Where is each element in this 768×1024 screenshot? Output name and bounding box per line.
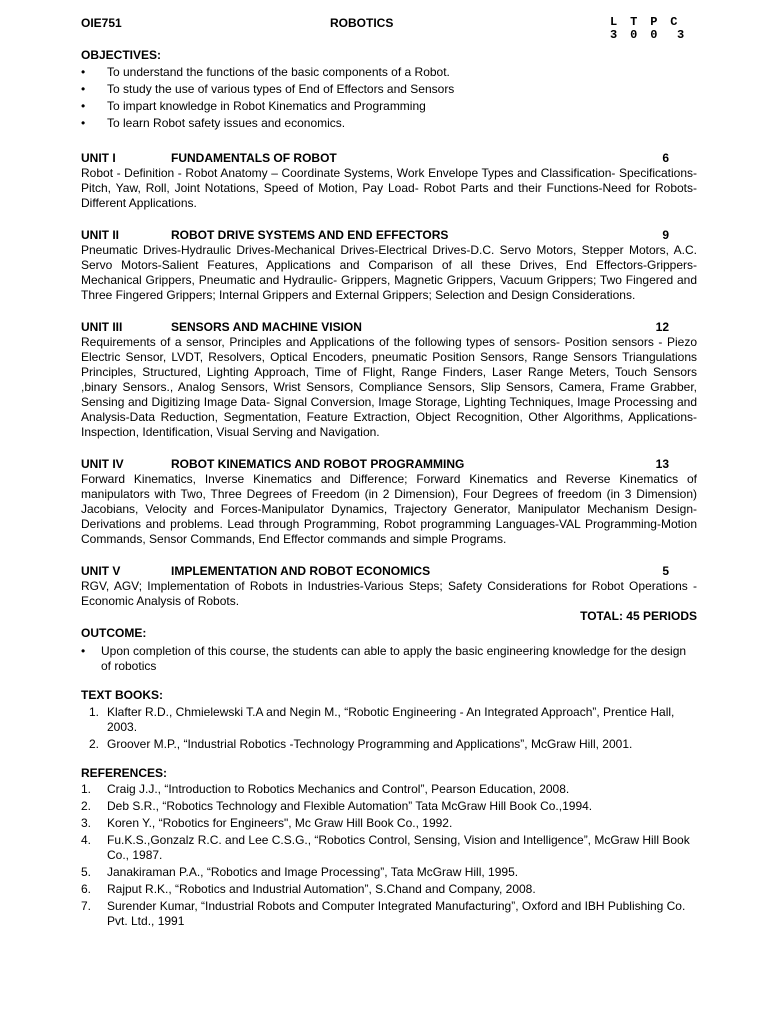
unit-number: UNIT V: [81, 564, 121, 578]
total-periods: TOTAL: 45 PERIODS: [580, 609, 697, 623]
objective-item: [81, 82, 697, 97]
outcome-text: Upon completion of this course, the students can able to apply the basic engineering knowledge for the design of robotics: [101, 644, 687, 673]
unit-heading: [81, 228, 697, 243]
textbooks-title: TEXT BOOKS:: [81, 688, 164, 702]
reference-item: [81, 865, 697, 880]
unit-name: ROBOT DRIVE SYSTEMS AND END EFFECTORS: [171, 228, 449, 242]
reference-item: [81, 899, 697, 929]
unit-number: UNIT III: [81, 320, 123, 334]
bullet-icon: •: [81, 644, 86, 658]
reference-text: Fu.K.S.,Gonzalz R.C. and Lee C.S.G., “Robotics Control, Sensing, Vision and Intelligence”, McGraw Hill Book Co., 1987.: [107, 833, 690, 862]
objective-text: To study the use of various types of End of Effectors and Sensors: [107, 82, 455, 96]
unit-heading: [81, 320, 697, 335]
objective-item: [81, 65, 697, 80]
reference-item: [81, 816, 697, 831]
unit-name: IMPLEMENTATION AND ROBOT ECONOMICS: [171, 564, 431, 578]
reference-item: [81, 799, 697, 814]
unit-number: UNIT II: [81, 228, 119, 242]
outcome-title: OUTCOME:: [81, 626, 147, 640]
unit-hours: 6: [662, 151, 669, 165]
references-title: REFERENCES:: [81, 766, 168, 780]
unit-name: FUNDAMENTALS OF ROBOT: [171, 151, 337, 165]
bullet-icon: •: [81, 116, 86, 130]
textbooks-list: [81, 705, 697, 752]
item-number: 3.: [81, 816, 92, 830]
reference-text: Janakiraman P.A., “Robotics and Image Processing”, Tata McGraw Hill, 1995.: [107, 865, 519, 879]
ltpc-values: 3 0 0 3: [610, 28, 684, 42]
reference-text: Koren Y., “Robotics for Engineers", Mc Graw Hill Book Co., 1992.: [107, 816, 453, 830]
unit-heading: [81, 151, 697, 166]
unit-number: UNIT I: [81, 151, 116, 165]
item-number: 1.: [81, 782, 92, 796]
bullet-icon: •: [81, 99, 86, 113]
item-number: 1.: [89, 705, 100, 719]
bullet-icon: •: [81, 82, 86, 96]
textbook-item: [81, 737, 697, 752]
reference-text: Rajput R.K., “Robotics and Industrial Automation”, S.Chand and Company, 2008.: [107, 882, 536, 896]
item-number: 4.: [81, 833, 92, 847]
textbook-text: Klafter R.D., Chmielewski T.A and Negin M., “Robotic Engineering - An Integrated Approach”, Prentice Hall, 2003.: [107, 705, 675, 734]
textbook-item: [81, 705, 697, 735]
unit-section: [81, 320, 697, 440]
objectives-title: OBJECTIVES:: [81, 48, 162, 62]
unit-section: [81, 151, 697, 211]
unit-section: [81, 457, 697, 547]
unit-section: [81, 564, 697, 609]
unit-hours: 12: [655, 320, 669, 334]
unit-name: ROBOT KINEMATICS AND ROBOT PROGRAMMING: [171, 457, 465, 471]
unit-body: Requirements of a sensor, Principles and Applications of the following types of sensors- Position sensors - Piezo Electric Sensor, LVDT, Resolvers, Optical Encoders, pneumatic Position Sensors, Range Sensors Triangulations Principles, Structured, Lighting Approach, Time of Flight, Range Finders, Laser Range Meters, Touch Sensors ,binary Sensors., Analog Sensors, Wrist Sensors, Compliance Sensors, Slip Sensors, Camera, Frame Grabber, Sensing and Digitizing Image Data- Signal Conversion, Image Storage, Lighting Techniques, Image Processing and Analysis-Data Reduction, Segmentation, Feature Extraction, Object Recognition, Other Algorithms, Applications- Inspection, Identification, Visual Serving and Navigation.: [81, 335, 697, 439]
item-number: 7.: [81, 899, 92, 913]
objective-item: [81, 116, 697, 131]
unit-heading: [81, 564, 697, 579]
textbook-text: Groover M.P., “Industrial Robotics -Technology Programming and Applications”, McGraw Hill, 2001.: [107, 737, 633, 751]
item-number: 2.: [81, 799, 92, 813]
reference-item: [81, 833, 697, 863]
bullet-icon: •: [81, 65, 86, 79]
unit-hours: 9: [662, 228, 669, 242]
objective-text: To impart knowledge in Robot Kinematics and Programming: [107, 99, 426, 113]
unit-heading: [81, 457, 697, 472]
references-list: [81, 782, 697, 929]
item-number: 2.: [89, 737, 100, 751]
course-title: ROBOTICS: [330, 16, 394, 30]
outcome-list: [81, 644, 697, 674]
objective-item: [81, 99, 697, 114]
unit-body: Pneumatic Drives-Hydraulic Drives-Mechanical Drives-Electrical Drives-D.C. Servo Motors, Stepper Motors, A.C. Servo Motors-Salient Features, Applications and Comparison of all these Drives, End Effectors-Grippers-Mechanical Grippers, Pneumatic and Hydraulic- Grippers, Magnetic Grippers, Vacuum Grippers; Two Fingered and Three Fingered Grippers; Internal Grippers and External Grippers; Selection and Design Considerations.: [81, 243, 697, 302]
ltpc-labels: L T P C: [610, 15, 678, 29]
objective-text: To understand the functions of the basic components of a Robot.: [107, 65, 450, 79]
unit-body: Robot - Definition - Robot Anatomy – Coordinate Systems, Work Envelope Types and Classification- Specifications-Pitch, Yaw, Roll, Joint Notations, Speed of Motion, Pay Load- Robot Parts and their Functions-Need for Robots-Different Applications.: [81, 166, 697, 210]
reference-item: [81, 782, 697, 797]
objective-text: To learn Robot safety issues and economics.: [107, 116, 346, 130]
reference-item: [81, 882, 697, 897]
unit-section: [81, 228, 697, 303]
item-number: 5.: [81, 865, 92, 879]
item-number: 6.: [81, 882, 92, 896]
course-header: [81, 14, 697, 46]
outcome-item: [81, 644, 697, 674]
unit-number: UNIT IV: [81, 457, 124, 471]
reference-text: Surender Kumar, “Industrial Robots and Computer Integrated Manufacturing”, Oxford and IBH Publishing Co. Pvt. Ltd., 1991: [107, 899, 686, 928]
unit-hours: 5: [662, 564, 669, 578]
ltpc-block: [610, 16, 684, 42]
objectives-list: [81, 65, 697, 131]
syllabus-page: [81, 14, 697, 931]
unit-name: SENSORS AND MACHINE VISION: [171, 320, 362, 334]
reference-text: Deb S.R., “Robotics Technology and Flexible Automation” Tata McGraw Hill Book Co.,1994.: [107, 799, 593, 813]
unit-hours: 13: [655, 457, 669, 471]
reference-text: Craig J.J., “Introduction to Robotics Mechanics and Control”, Pearson Education, 2008.: [107, 782, 570, 796]
unit-body: RGV, AGV; Implementation of Robots in Industries-Various Steps; Safety Considerations for Robot Operations - Economic Analysis of Robots.: [81, 579, 697, 608]
course-code: OIE751: [81, 16, 122, 30]
unit-body: Forward Kinematics, Inverse Kinematics and Difference; Forward Kinematics and Reverse Kinematics of manipulators with Two, Three Degrees of Freedom (in 2 Dimension), Four Degrees of freedom (in 3 Dimension) Jacobians, Velocity and Forces-Manipulator Dynamics, Trajectory Generator, Manipulator Mechanism Design-Derivations and problems. Lead through Programming, Robot programming Languages-VAL Programming-Motion Commands, Sensor Commands, End Effector commands and simple Programs.: [81, 472, 697, 546]
